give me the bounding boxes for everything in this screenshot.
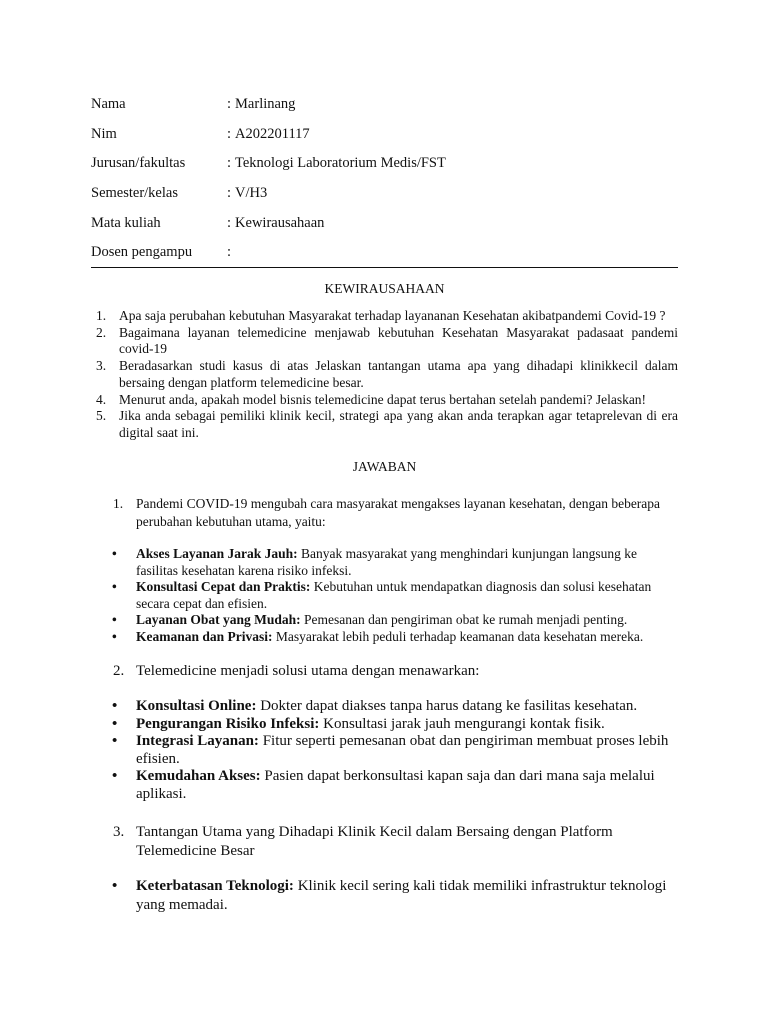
bullet-body bbox=[136, 716, 682, 734]
info-value-wrap bbox=[227, 215, 691, 232]
info-value-wrap bbox=[227, 244, 691, 261]
bullet-term: Pengurangan Risiko Infeksi: bbox=[136, 715, 320, 732]
bullet-text: Masyarakat lebih peduli terhadap keamanan data kesehatan mereka. bbox=[275, 628, 644, 644]
bullet-body bbox=[136, 612, 682, 629]
student-info bbox=[91, 90, 691, 268]
bullet-text: Pasien dapat berkonsultasi kapan saja dan dari mana saja melalui aplikasi. bbox=[136, 768, 655, 802]
answer-number: 1. bbox=[113, 496, 124, 511]
bullet-text: Dokter dapat diakses tanpa harus datang ke fasilitas kesehatan. bbox=[260, 698, 638, 714]
bullet-term: Layanan Obat yang Mudah: bbox=[136, 612, 301, 627]
answer-bullet-list bbox=[112, 698, 682, 804]
bullet-text: Fitur seperti pemesanan obat dan pengiriman membuat proses lebih efisien. bbox=[136, 733, 669, 767]
info-value: Teknologi Laboratorium Medis/FST bbox=[235, 155, 446, 172]
bullet-term: Konsultasi Online: bbox=[136, 698, 257, 714]
question-item bbox=[91, 408, 678, 441]
question-item bbox=[91, 358, 678, 391]
bullet-body bbox=[136, 698, 682, 716]
bullet-body bbox=[136, 546, 682, 579]
answer-text: Pandemi COVID-19 mengubah cara masyarakat mengakses layanan kesehatan, dengan beberapa perubahan kebutuhan utama, yaitu: bbox=[136, 496, 661, 529]
bullet-icon: • bbox=[112, 579, 117, 594]
bullet-text: Kebutuhan untuk mendapatkan diagnosis dan solusi kesehatan secara cepat dan efisien. bbox=[136, 579, 652, 611]
bullet-icon: • bbox=[112, 698, 118, 714]
bullet-item bbox=[112, 546, 682, 579]
horizontal-rule bbox=[91, 267, 678, 268]
question-text: Jika anda sebagai pemiliki klinik kecil, strategi apa yang akan anda terapkan agar tetaprelevan di era digital saat ini. bbox=[119, 408, 678, 440]
info-value-wrap bbox=[227, 185, 691, 202]
bullet-item bbox=[112, 768, 682, 803]
answer-text: Telemedicine menjadi solusi utama dengan menawarkan: bbox=[136, 663, 480, 679]
question-number: 2. bbox=[96, 324, 107, 340]
bullet-item bbox=[112, 612, 682, 629]
info-value-wrap bbox=[227, 155, 691, 172]
bullet-icon: • bbox=[112, 768, 118, 785]
bullet-item bbox=[112, 698, 682, 716]
bullet-body bbox=[136, 733, 682, 768]
bullet-item bbox=[112, 629, 682, 646]
bullet-item bbox=[112, 579, 682, 612]
question-list bbox=[91, 308, 678, 442]
answer-title: JAWABAN bbox=[352, 459, 417, 474]
question-number: 4. bbox=[96, 391, 107, 407]
info-colon: : bbox=[227, 244, 232, 261]
info-label: Nama bbox=[91, 96, 126, 113]
info-label: Semester/kelas bbox=[91, 185, 178, 202]
info-row-dosen bbox=[91, 238, 691, 268]
bullet-body bbox=[136, 629, 682, 646]
info-colon: : bbox=[227, 96, 232, 113]
info-row-semester bbox=[91, 179, 691, 209]
info-value: Kewirausahaan bbox=[235, 214, 325, 231]
question-item bbox=[91, 392, 678, 409]
info-colon: : bbox=[227, 214, 232, 231]
bullet-item bbox=[112, 877, 682, 915]
bullet-text: Banyak masyarakat yang menghindari kunjungan langsung ke fasilitas kesehatan karena risiko infeksi. bbox=[136, 546, 637, 578]
bullet-item bbox=[112, 716, 682, 734]
info-value: A202201117 bbox=[235, 125, 310, 142]
info-label: Dosen pengampu bbox=[91, 244, 193, 261]
document-title: KEWIRAUSAHAAN bbox=[324, 281, 445, 296]
info-row-nama bbox=[91, 90, 691, 120]
info-row-nim bbox=[91, 120, 691, 150]
answer-number: 3. bbox=[113, 824, 125, 840]
question-number: 1. bbox=[96, 308, 107, 323]
info-colon: : bbox=[227, 125, 232, 142]
bullet-icon: • bbox=[112, 546, 117, 561]
info-colon: : bbox=[227, 155, 232, 172]
bullet-body bbox=[136, 768, 682, 803]
info-label: Nim bbox=[91, 125, 117, 142]
bullet-text: Klinik kecil sering kali tidak memiliki infrastruktur teknologi yang memadai. bbox=[136, 878, 667, 913]
bullet-term: Keamanan dan Privasi: bbox=[136, 628, 273, 644]
question-item bbox=[91, 325, 678, 358]
info-value: V/H3 bbox=[235, 185, 268, 202]
bullet-icon: • bbox=[112, 878, 118, 894]
answer-text: Tantangan Utama yang Dihadapi Klinik Kecil dalam Bersaing dengan Platform Telemedicine Besar bbox=[136, 824, 613, 859]
answer-bullet-list bbox=[112, 877, 682, 915]
info-label: Mata kuliah bbox=[91, 214, 161, 231]
bullet-term: Kemudahan Akses: bbox=[136, 768, 261, 785]
bullet-term: Akses Layanan Jarak Jauh: bbox=[136, 546, 298, 561]
bullet-body bbox=[136, 579, 682, 612]
bullet-icon: • bbox=[112, 612, 117, 627]
info-value-wrap bbox=[227, 126, 691, 143]
bullet-icon: • bbox=[112, 628, 117, 644]
info-label: Jurusan/fakultas bbox=[91, 155, 186, 172]
question-text: Apa saja perubahan kebutuhan Masyarakat terhadap layananan Kesehatan akibatpandemi Covid-19 ? bbox=[119, 308, 666, 323]
question-text: Beradasarkan studi kasus di atas Jelaskan tantangan utama apa yang dihadapi klinikkecil dalam bersaing dengan platform telemedicine besar. bbox=[119, 358, 678, 390]
question-number: 3. bbox=[96, 358, 107, 374]
bullet-icon: • bbox=[112, 733, 118, 750]
bullet-text: Pemesanan dan pengiriman obat ke rumah menjadi penting. bbox=[304, 612, 628, 627]
question-item bbox=[91, 308, 678, 325]
answer-number: 2. bbox=[113, 663, 125, 679]
info-value-wrap bbox=[227, 96, 691, 113]
bullet-item bbox=[112, 733, 682, 768]
bullet-term: Keterbatasan Teknologi: bbox=[136, 878, 294, 894]
info-row-jurusan bbox=[91, 149, 691, 179]
bullet-icon: • bbox=[112, 715, 118, 732]
bullet-term: Integrasi Layanan: bbox=[136, 733, 259, 750]
bullet-term: Konsultasi Cepat dan Praktis: bbox=[136, 579, 311, 594]
info-value: Marlinang bbox=[235, 96, 296, 113]
info-colon: : bbox=[227, 185, 232, 202]
answer-bullet-list bbox=[112, 546, 682, 645]
question-text: Menurut anda, apakah model bisnis telemedicine dapat terus bertahan setelah pandemi? Jelaskan! bbox=[119, 391, 647, 407]
bullet-text: Konsultasi jarak jauh mengurangi kontak fisik. bbox=[323, 715, 605, 732]
question-number: 5. bbox=[96, 408, 107, 424]
info-row-matakuliah bbox=[91, 208, 691, 238]
bullet-body bbox=[136, 877, 682, 915]
question-text: Bagaimana layanan telemedicine menjawab kebutuhan Kesehatan Masyarakat padasaat pandemi covid-19 bbox=[119, 324, 678, 357]
